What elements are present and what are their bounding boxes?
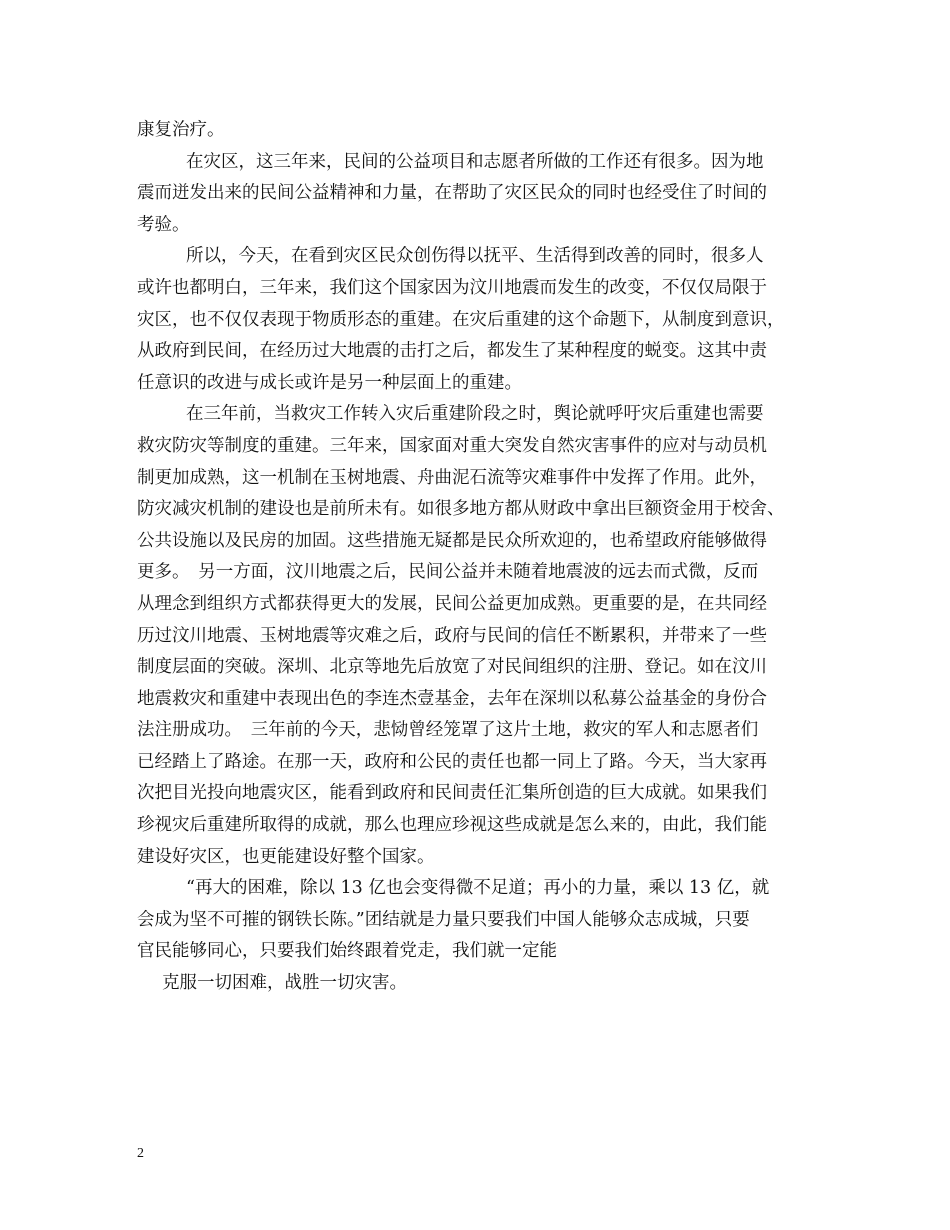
text-line: 官民能够同心，只要我们始终跟着党走，我们就一定能 [137,941,557,962]
text-line: 康复治疗。 [137,120,225,140]
text-line: 已经踏上了路途。在那一天，政府和公民的责任也都一同上了路。今天，当大家再 [137,751,767,772]
text-line: 建设好灾区，也更能建设好整个国家。 [137,846,435,867]
text-line: 所以，今天，在看到灾区民众创伤得以抚平、生活得到改善的同时，很多人 [186,246,764,267]
text-line: 考验。 [137,214,190,235]
text-line: 震而迸发出来的民间公益精神和力量，在帮助了灾区民众的同时也经受住了时间的 [137,183,767,204]
text-line: 珍视灾后重建所取得的成就，那么也理应珍视这些成就是怎么来的，由此，我们能 [137,815,767,836]
text-line: 或许也都明白，三年来，我们这个国家因为汶川地震而发生的改变，不仅仅局限于 [137,277,767,298]
text-line: 救灾防灾等制度的重建。三年来，国家面对重大突发自然灾害事件的应对与动员机 [137,435,767,456]
text-line: 防灾减灾机制的建设也是前所未有。如很多地方都从财政中拿出巨额资金用于校舍、 [137,499,785,520]
text-line: 任意识的改进与成长或许是另一种层面上的重建。 [137,372,522,393]
text-line: “再大的困难，除以 13 亿也会变得微不足道；再小的力量，乘以 13 亿，就 [186,878,770,899]
body-text [137,115,827,1000]
text-line: 更多。 另一方面，汶川地震之后，民间公益并未随着地震波的远去而式微，反而 [137,562,759,583]
text-line: 从政府到民间，在经历过大地震的击打之后，都发生了某种程度的蜕变。这其中责 [137,341,767,362]
text-line: 克服一切困难，战胜一切灾害。 [162,973,407,994]
text-line: 制更加成熟，这一机制在玉树地震、舟曲泥石流等灾难事件中发挥了作用。此外， [137,467,767,488]
text-line: 从理念到组织方式都获得更大的发展，民间公益更加成熟。更重要的是，在共同经 [137,593,767,614]
text-line: 在三年前，当救灾工作转入灾后重建阶段之时，舆论就呼吁灾后重建也需要 [186,404,764,425]
text-line: 会成为坚不可摧的钢铁长陈。”团结就是力量只要我们中国人能够众志成城，只要 [137,909,750,930]
text-line: 公共设施以及民房的加固。这些措施无疑都是民众所欢迎的，也希望政府能够做得 [137,530,767,551]
text-line: 制度层面的突破。深圳、北京等地先后放宽了对民间组织的注册、登记。如在汶川 [137,657,767,678]
text-line: 地震救灾和重建中表现出色的李连杰壹基金，去年在深圳以私募公益基金的身份合 [137,688,767,709]
text-line: 在灾区，这三年来，民间的公益项目和志愿者所做的工作还有很多。因为地 [186,151,764,172]
page-number: 2 [137,1146,144,1161]
text-line: 灾区，也不仅仅表现于物质形态的重建。在灾后重建的这个命题下，从制度到意识， [137,309,785,330]
text-line: 次把目光投向地震灾区，能看到政府和民间责任汇集所创造的巨大成就。如果我们 [137,783,767,804]
text-line: 历过汶川地震、玉树地震等灾难之后，政府与民间的信任不断累积，并带来了一些 [137,625,767,646]
text-line: 法注册成功。 三年前的今天，悲恸曾经笼罩了这片土地，救灾的军人和志愿者们 [137,720,759,741]
